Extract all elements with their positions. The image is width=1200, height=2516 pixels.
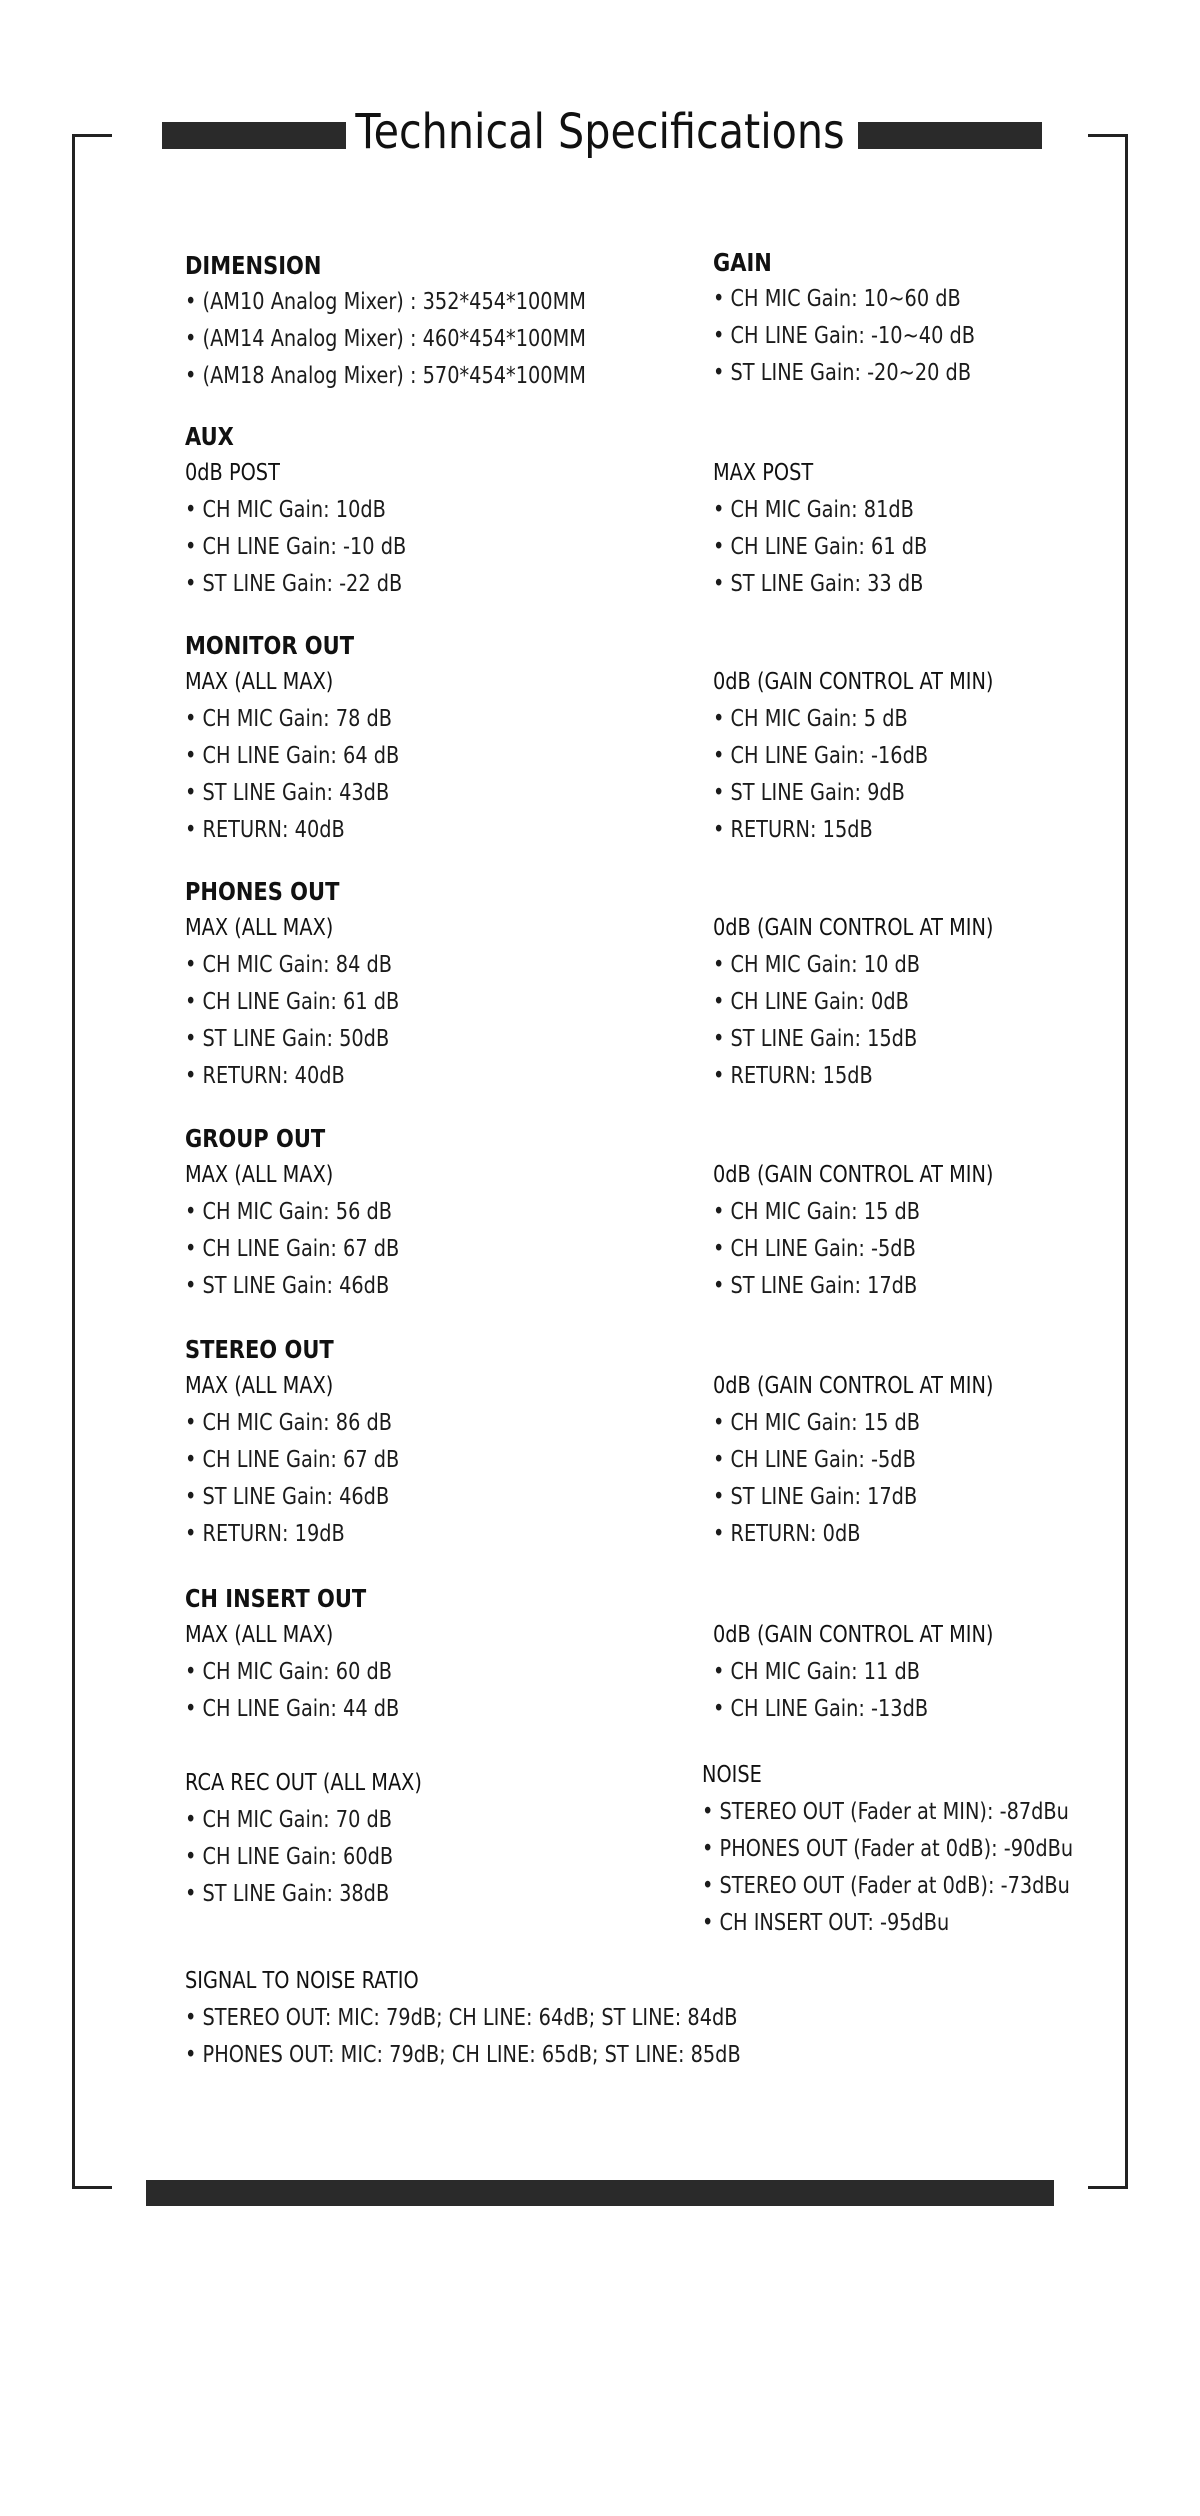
ch-insert-out-left-subheading: MAX (ALL MAX) [185,1622,334,1648]
list-item: • ST LINE Gain: 46dB [185,1479,399,1516]
list-item: • CH MIC Gain: 86 dB [185,1405,399,1442]
list-item: • ST LINE Gain: 43dB [185,775,399,812]
list-item: • CH MIC Gain: 60 dB [185,1654,399,1691]
list-item: • CH LINE Gain: -16dB [713,738,993,775]
list-item: • ST LINE Gain: -22 dB [185,566,406,603]
list-item: • CH LINE Gain: -10~40 dB [713,318,975,355]
group-out-right-subheading: 0dB (GAIN CONTROL AT MIN) [713,1162,994,1188]
group-out-left-subheading: MAX (ALL MAX) [185,1162,334,1188]
list-item: • CH LINE Gain: 61 dB [185,984,399,1021]
group-out-heading: GROUP OUT [185,1124,326,1153]
list-item: • RETURN: 40dB [185,1058,399,1095]
list-item: • CH LINE Gain: 60dB [185,1839,422,1876]
list-item: • CH MIC Gain: 10~60 dB [713,281,975,318]
ch-insert-out-section-right [713,1617,1047,1728]
list-item: • CH LINE Gain: 44 dB [185,1691,399,1728]
monitor-out-right-subheading: 0dB (GAIN CONTROL AT MIN) [713,669,994,695]
dimension-section [185,247,662,395]
stereo-out-section-right [713,1368,1047,1553]
stereo-out-right-subheading: 0dB (GAIN CONTROL AT MIN) [713,1373,994,1399]
aux-heading: AUX [185,422,234,451]
list-item: • RETURN: 15dB [713,812,993,849]
aux-section-left [185,418,448,603]
aux-left-subheading: 0dB POST [185,460,280,486]
list-item: • ST LINE Gain: 50dB [185,1021,399,1058]
list-item: • CH MIC Gain: 10 dB [713,947,993,984]
group-out-section-left [185,1120,440,1305]
list-item: • RETURN: 19dB [185,1516,399,1553]
noise-section [702,1757,1144,1942]
list-item: • CH MIC Gain: 78 dB [185,701,399,738]
group-out-section-right [713,1157,1047,1305]
list-item: • RETURN: 0dB [713,1516,993,1553]
list-item: • CH INSERT OUT: -95dBu [702,1905,1073,1942]
list-item: • CH LINE Gain: -5dB [713,1442,993,1479]
list-item: • CH MIC Gain: 10dB [185,492,406,529]
list-item: • STEREO OUT (Fader at 0dB): -73dBu [702,1868,1073,1905]
ch-insert-out-right-subheading: 0dB (GAIN CONTROL AT MIN) [713,1622,994,1648]
list-item: • CH LINE Gain: -10 dB [185,529,406,566]
list-item: • ST LINE Gain: 38dB [185,1876,422,1913]
frame-bottom-left-tick [72,2186,112,2189]
list-item: • ST LINE Gain: -20~20 dB [713,355,975,392]
list-item: • ST LINE Gain: 17dB [713,1479,993,1516]
list-item: • CH MIC Gain: 15 dB [713,1194,993,1231]
phones-out-left-subheading: MAX (ALL MAX) [185,915,334,941]
rca-rec-out-section [185,1765,467,1913]
list-item: • CH MIC Gain: 84 dB [185,947,399,984]
list-item: • ST LINE Gain: 46dB [185,1268,399,1305]
monitor-out-heading: MONITOR OUT [185,631,355,660]
list-item: • ST LINE Gain: 15dB [713,1021,993,1058]
snr-heading: SIGNAL TO NOISE RATIO [185,1968,419,1994]
list-item: • STEREO OUT (Fader at MIN): -87dBu [702,1794,1073,1831]
list-item: • CH LINE Gain: -13dB [713,1691,993,1728]
list-item: • ST LINE Gain: 17dB [713,1268,993,1305]
monitor-out-section-right [713,664,1047,849]
gain-section [713,244,1025,392]
phones-out-right-subheading: 0dB (GAIN CONTROL AT MIN) [713,915,994,941]
list-item: • ST LINE Gain: 33 dB [713,566,927,603]
monitor-out-section-left [185,627,440,849]
list-item: • CH MIC Gain: 56 dB [185,1194,399,1231]
list-item: • RETURN: 15dB [713,1058,993,1095]
frame-bottom-right-tick [1088,2186,1128,2189]
ch-insert-out-section-left [185,1580,440,1728]
stereo-out-heading: STEREO OUT [185,1335,334,1364]
ch-insert-out-heading: CH INSERT OUT [185,1584,367,1613]
list-item: • CH MIC Gain: 81dB [713,492,927,529]
list-item: • CH LINE Gain: 64 dB [185,738,399,775]
list-item: • CH MIC Gain: 70 dB [185,1802,422,1839]
list-item: • CH MIC Gain: 5 dB [713,701,993,738]
list-item: • STEREO OUT: MIC: 79dB; CH LINE: 64dB; ST LINE: 84dB [185,2000,741,2037]
rca-rec-out-heading: RCA REC OUT (ALL MAX) [185,1770,422,1796]
list-item: • (AM14 Analog Mixer) : 460*454*100MM [185,321,586,358]
list-item: • CH MIC Gain: 11 dB [713,1654,993,1691]
monitor-out-left-subheading: MAX (ALL MAX) [185,669,334,695]
phones-out-heading: PHONES OUT [185,877,340,906]
phones-out-section-left [185,873,440,1095]
dimension-heading: DIMENSION [185,251,322,280]
list-item: • CH LINE Gain: 0dB [713,984,993,1021]
list-item: • (AM18 Analog Mixer) : 570*454*100MM [185,358,586,395]
list-item: • (AM10 Analog Mixer) : 352*454*100MM [185,284,586,321]
stereo-out-section-left [185,1331,440,1553]
list-item: • PHONES OUT (Fader at 0dB): -90dBu [702,1831,1073,1868]
gain-heading: GAIN [713,248,772,277]
stereo-out-left-subheading: MAX (ALL MAX) [185,1373,334,1399]
list-item: • PHONES OUT: MIC: 79dB; CH LINE: 65dB; ST LINE: 85dB [185,2037,741,2074]
aux-section-right [713,455,968,603]
list-item: • CH MIC Gain: 15 dB [713,1405,993,1442]
footer-bar [146,2180,1054,2206]
noise-heading: NOISE [702,1762,762,1788]
snr-section [185,1963,847,2074]
frame-left-edge [72,134,75,2189]
page-title: Technical Specifications [355,104,845,160]
list-item: • CH LINE Gain: -5dB [713,1231,993,1268]
title-bar-right [858,122,1042,149]
list-item: • CH LINE Gain: 61 dB [713,529,927,566]
phones-out-section-right [713,910,1047,1095]
list-item: • CH LINE Gain: 67 dB [185,1231,399,1268]
list-item: • RETURN: 40dB [185,812,399,849]
aux-right-subheading: MAX POST [713,460,814,486]
list-item: • CH LINE Gain: 67 dB [185,1442,399,1479]
list-item: • ST LINE Gain: 9dB [713,775,993,812]
